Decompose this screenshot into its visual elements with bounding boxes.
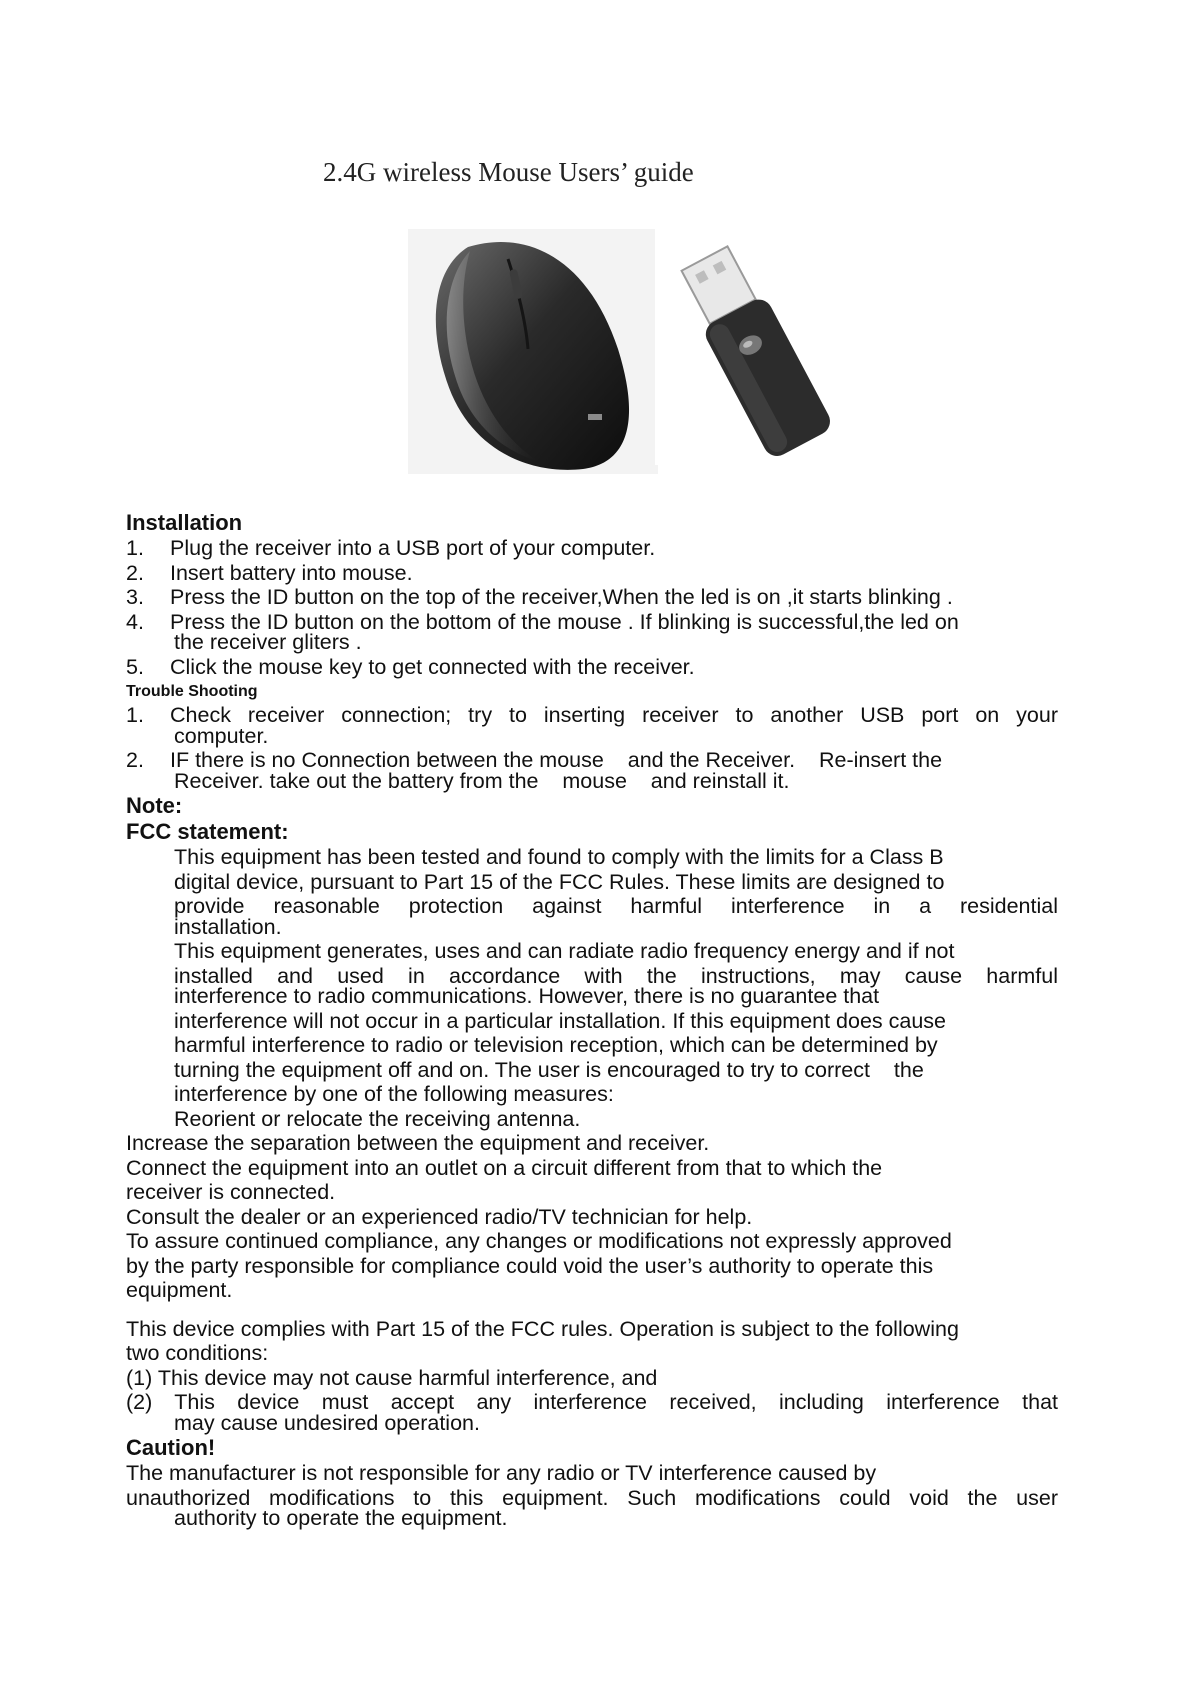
part15-line: (2) This device must accept any interference received, including interference that xyxy=(126,1390,1058,1414)
fcc-line: turning the equipment off and on. The user is encouraged to try to correct the xyxy=(174,1057,924,1082)
caution-heading: Caution! xyxy=(126,1435,216,1460)
usb-receiver-image xyxy=(655,215,895,465)
fcc-line: interference to radio communications. However, there is no guarantee that xyxy=(174,984,880,1008)
list-item: 1. Check receiver connection; try to inserting receiver to another USB port on your computer. xyxy=(126,703,1058,748)
list-item: 3. Press the ID button on the top of the receiver,When the led is on ,it starts blinking . xyxy=(126,585,953,609)
caution-line: The manufacturer is not responsible for any radio or TV interference caused by xyxy=(126,1461,877,1485)
part15-line: two conditions: xyxy=(126,1341,269,1365)
list-item: 2. Insert battery into mouse. xyxy=(126,560,413,585)
note-heading: Note: xyxy=(126,793,183,818)
fcc-measure-line: Consult the dealer or an experienced radio/TV technician for help. xyxy=(126,1204,753,1229)
fcc-line: installation. xyxy=(174,914,282,939)
fcc-measure-line: To assure continued compliance, any changes or modifications not expressly approved xyxy=(126,1229,952,1253)
trouble-shooting-list xyxy=(126,703,1058,793)
trouble-shooting-heading: Trouble Shooting xyxy=(126,683,258,700)
fcc-measure-line: Increase the separation between the equipment and receiver. xyxy=(126,1131,710,1155)
part15-line: (1) This device may not cause harmful interference, and xyxy=(126,1365,658,1390)
fcc-line: provide reasonable protection against harmful interference in a residential xyxy=(174,894,1058,918)
part15-line: This device complies with Part 15 of the FCC rules. Operation is subject to the following xyxy=(126,1316,959,1341)
installation-heading: Installation xyxy=(126,510,243,535)
document-body xyxy=(126,510,1058,1531)
installation-list xyxy=(126,536,1058,679)
list-item: 2. IF there is no Connection between the mouse and the Receiver. Re-insert the Receiver. take out the battery from the mouse and reinstall it. xyxy=(126,748,943,793)
fcc-line: Reorient or relocate the receiving antenna. xyxy=(174,1106,581,1131)
fcc-line: interference by one of the following measures: xyxy=(174,1082,614,1106)
wireless-mouse-image xyxy=(408,229,658,474)
caution-line: authority to operate the equipment. xyxy=(174,1506,508,1530)
list-item: 5. Click the mouse key to get connected with the receiver. xyxy=(126,654,695,679)
part15-line: may cause undesired operation. xyxy=(174,1410,480,1435)
list-item: 4. Press the ID button on the bottom of the mouse . If blinking is successful,the led on the receiver gliters . xyxy=(126,609,959,654)
fcc-line: This equipment has been tested and found to comply with the limits for a Class B xyxy=(174,845,944,869)
list-item: 1. Plug the receiver into a USB port of your computer. xyxy=(126,536,656,560)
fcc-measure-line: receiver is connected. xyxy=(126,1180,336,1204)
fcc-measure-line: by the party responsible for compliance could void the user’s authority to operate this xyxy=(126,1253,934,1278)
fcc-measure-line: equipment. xyxy=(126,1278,233,1302)
document-title: 2.4G wireless Mouse Users’ guide xyxy=(323,157,694,187)
fcc-line: installed and used in accordance with the instructions, may cause harmful xyxy=(174,963,1058,988)
fcc-line: This equipment generates, uses and can radiate radio frequency energy and if not xyxy=(174,939,955,963)
fcc-measure-line: Connect the equipment into an outlet on a circuit different from that to which the xyxy=(126,1155,883,1180)
fcc-heading: FCC statement: xyxy=(126,819,289,844)
caution-line: unauthorized modifications to this equipment. Such modifications could void the user xyxy=(126,1485,1058,1510)
product-photo xyxy=(390,215,910,475)
fcc-line: interference will not occur in a particular installation. If this equipment does cause xyxy=(174,1008,947,1033)
fcc-line: digital device, pursuant to Part 15 of the FCC Rules. These limits are designed to xyxy=(174,869,945,894)
fcc-line: harmful interference to radio or television reception, which can be determined by xyxy=(174,1033,938,1057)
